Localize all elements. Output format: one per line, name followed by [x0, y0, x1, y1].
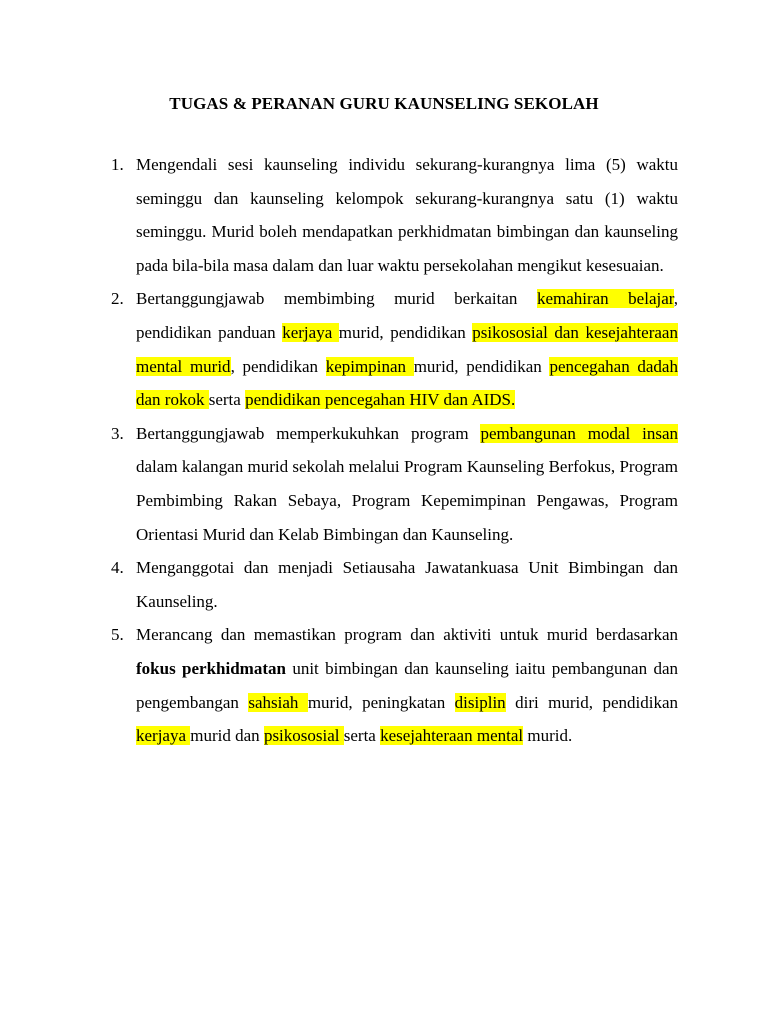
- highlighted-text: pendidikan pencegahan HIV dan AIDS.: [245, 390, 516, 410]
- item-text: diri murid, pendidikan: [505, 692, 678, 712]
- item-text: Merancang dan memastikan program dan aktiviti untuk murid berdasarkan: [136, 625, 678, 645]
- list-item: [111, 282, 678, 416]
- highlighted-text: kemahiran belajar: [536, 289, 674, 309]
- highlighted-text: pencegahan dadah dan rokok: [136, 356, 678, 410]
- item-text: Bertanggungjawab membimbing murid berkaitan: [136, 289, 537, 309]
- list-item: [111, 148, 678, 282]
- highlighted-text: disiplin: [454, 692, 506, 712]
- document-title: TUGAS & PERANAN GURU KAUNSELING SEKOLAH: [169, 94, 599, 113]
- item-text: Mengendali sesi kaunseling individu sekurang-kurangnya lima (5) waktu seminggu dan kaunseling kelompok sekurang-kurangnya satu (1) waktu seminggu. Murid boleh mendapatkan perkhidmatan bimbingan dan kaunseling pada bila-bila masa dalam dan luar waktu persekolahan mengikut kesesuaian.: [136, 155, 678, 275]
- highlighted-text: kepimpinan: [325, 356, 414, 376]
- list-item-number: 3.: [111, 423, 124, 443]
- item-text: murid.: [523, 726, 573, 746]
- list-item: [111, 551, 678, 618]
- list-item-number: 1.: [111, 155, 124, 174]
- list-item-number: 4.: [111, 558, 124, 578]
- highlighted-text: pembangunan modal insan: [480, 423, 678, 443]
- item-text: murid dan: [190, 726, 264, 746]
- item-text: Menganggotai dan menjadi Setiausaha Jawatankuasa Unit Bimbingan dan Kaunseling.: [136, 558, 678, 611]
- item-text: , pendidikan panduan: [136, 289, 678, 342]
- item-text: , pendidikan: [230, 356, 326, 376]
- item-text: murid, pendidikan: [413, 356, 550, 376]
- list-item: [111, 618, 678, 752]
- highlighted-text: kesejahteraan mental: [380, 726, 524, 746]
- item-text: unit bimbingan dan kaunseling iaitu pembangunan dan pengembangan: [136, 658, 678, 712]
- item-text: serta: [343, 726, 381, 746]
- item-text: Bertanggungjawab memperkukuhkan program: [136, 423, 481, 443]
- list-item-number: 2.: [111, 289, 124, 309]
- item-text: murid, pendidikan: [338, 322, 473, 342]
- bold-text: fokus perkhidmatan: [136, 658, 286, 678]
- duties-list: [0, 148, 768, 753]
- highlighted-text: kerjaya: [136, 726, 191, 746]
- highlighted-text: psikososial: [263, 726, 344, 746]
- list-item: [111, 417, 678, 551]
- item-text: murid, peningkatan: [307, 692, 455, 712]
- highlighted-text: kerjaya: [282, 322, 339, 342]
- highlighted-text: sahsiah: [248, 692, 308, 712]
- item-text: dalam kalangan murid sekolah melalui Program Kaunseling Berfokus, Program Pembimbing Rakan Sebaya, Program Kepemimpinan Pengawas, Program Orientasi Murid dan Kelab Bimbingan dan Kaunseling.: [136, 457, 678, 544]
- highlighted-text: psikososial dan kesejahteraan mental murid: [136, 322, 678, 376]
- item-text: serta: [208, 390, 246, 410]
- list-item-number: 5.: [111, 625, 124, 645]
